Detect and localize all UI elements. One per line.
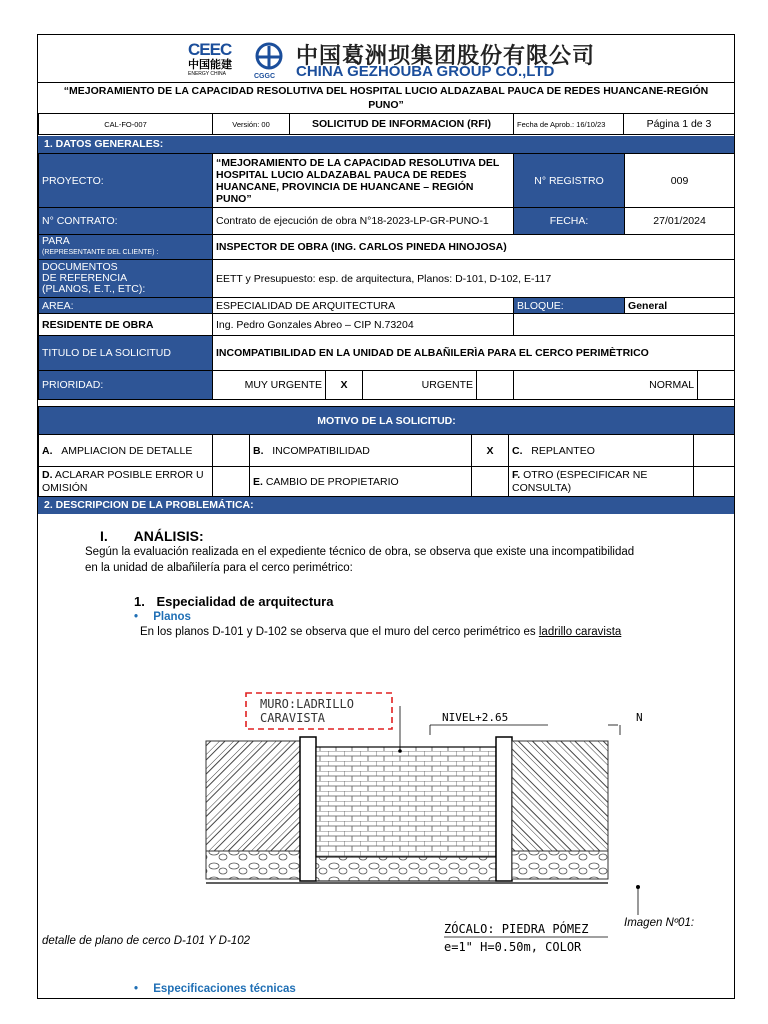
priority-normal-box bbox=[698, 371, 735, 400]
right-hatch-panel bbox=[512, 741, 608, 851]
wall-label-line2: CARAVISTA bbox=[260, 711, 326, 725]
right-stone-base bbox=[512, 851, 608, 879]
logo1-en: ENERGY CHINA bbox=[188, 71, 226, 77]
general-data-table bbox=[38, 153, 735, 400]
logo2-label: CGGC bbox=[254, 73, 275, 80]
prioridad-label: PRIORIDAD: bbox=[39, 371, 213, 400]
motivo-title: MOTIVO DE LA SOLICITUD: bbox=[39, 407, 735, 435]
docs-value: EETT y Presupuesto: esp. de arquitectura, Planos: D-101, D-102, E-117 bbox=[213, 260, 735, 298]
planos-paragraph-text: En los planos D-101 y D-102 se observa que el muro del cerco perimétrico es bbox=[140, 626, 539, 638]
docs-label-1: DOCUMENTOS bbox=[42, 261, 118, 273]
analysis-heading bbox=[100, 528, 204, 544]
area-label: AREA: bbox=[39, 298, 213, 314]
residente-label: RESIDENTE DE OBRA bbox=[39, 314, 213, 336]
proyecto-label: PROYECTO: bbox=[39, 154, 213, 208]
sub-heading-text: Especialidad de arquitectura bbox=[156, 594, 334, 609]
left-stone-base bbox=[206, 851, 300, 879]
analysis-heading-text: ANÁLISIS: bbox=[133, 528, 204, 544]
sub-heading bbox=[134, 594, 333, 610]
motivo-e-box bbox=[472, 467, 509, 497]
letterhead bbox=[38, 35, 734, 83]
approval-date: Fecha de Aprob.: 16/10/23 bbox=[514, 114, 624, 135]
page-number: Página 1 de 3 bbox=[624, 114, 735, 135]
left-hatch-panel bbox=[206, 741, 300, 851]
bloque-value: General bbox=[625, 298, 735, 314]
section-1-header: 1. DATOS GENERALES: bbox=[38, 136, 734, 153]
analysis-paragraph bbox=[85, 544, 715, 576]
priority-urgente: URGENTE bbox=[363, 371, 477, 400]
project-title: “MEJORAMIENTO DE LA CAPACIDAD RESOLUTIVA DEL HOSPITAL LUCIO ALDAZABAL PAUCA DE REDES HUANCANE-REGIÓN PUNO” bbox=[38, 82, 734, 114]
motivo-b bbox=[250, 435, 472, 467]
motivo-f-box bbox=[694, 467, 735, 497]
brick-wall bbox=[316, 747, 496, 857]
priority-muy-urgente-mark: X bbox=[326, 371, 363, 400]
para-label-cell bbox=[39, 235, 213, 260]
left-column bbox=[300, 737, 316, 881]
motivo-d bbox=[39, 467, 213, 497]
right-column bbox=[496, 737, 512, 881]
doc-title: SOLICITUD DE INFORMACION (RFI) bbox=[290, 114, 514, 135]
registro-value: 009 bbox=[625, 154, 735, 208]
motivo-b-text: INCOMPATIBILIDAD bbox=[272, 444, 370, 457]
motivo-a-text: AMPLIACION DE DETALLE bbox=[61, 444, 193, 457]
para-label: PARA bbox=[42, 235, 70, 247]
proyecto-value: “MEJORAMIENTO DE LA CAPACIDAD RESOLUTIVA DEL HOSPITAL LUCIO ALDAZABAL PAUCA DE REDES HUANCANE, PROVINCIA DE HUANCANE – REGIÓN PUNO” bbox=[213, 154, 514, 208]
nivel-label: NIVEL+2.65 bbox=[442, 711, 509, 724]
docs-label-cell bbox=[39, 260, 213, 298]
wall-leader-dot bbox=[398, 749, 402, 753]
fecha-value: 27/01/2024 bbox=[625, 208, 735, 235]
wall-label-line1: MURO:LADRILLO bbox=[260, 697, 354, 711]
zocalo-label-1: ZÓCALO: PIEDRA PÓMEZ bbox=[444, 922, 589, 936]
contrato-label: N° CONTRATO: bbox=[39, 208, 213, 235]
zocalo-label-2: e=1" H=0.50m, COLOR bbox=[444, 940, 582, 954]
motivo-c-letter: C. bbox=[512, 444, 523, 457]
cggc-logo bbox=[252, 41, 290, 79]
company-name-cn: 中国葛洲坝集团股份有限公司 bbox=[296, 43, 596, 68]
residente-value: Ing. Pedro Gonzales Abreo – CIP N.73204 bbox=[213, 314, 514, 336]
motivo-f-text: OTRO (ESPECIFICAR NE CONSULTA) bbox=[512, 468, 648, 494]
figure-caption-right: Imagen Nº01: bbox=[624, 917, 695, 929]
registro-label: N° REGISTRO bbox=[514, 154, 625, 208]
form-code: CAL-FO-007 bbox=[39, 114, 213, 135]
document-page bbox=[37, 34, 735, 999]
energy-china-logo bbox=[188, 41, 240, 79]
motivo-c-text: REPLANTEO bbox=[531, 444, 595, 457]
motivo-d-box bbox=[213, 467, 250, 497]
section-2-header: 2. DESCRIPCION DE LA PROBLEMÁTICA: bbox=[38, 497, 734, 514]
titulo-label: TITULO DE LA SOLICITUD bbox=[39, 336, 213, 371]
priority-normal: NORMAL bbox=[514, 371, 698, 400]
figure-caption-left: detalle de plano de cerco D-101 Y D-102 bbox=[42, 935, 250, 947]
para-sublabel: (REPRESENTANTE DEL CLIENTE) : bbox=[42, 249, 159, 256]
logo1-mark: CEEC bbox=[188, 40, 232, 59]
motivo-b-mark: X bbox=[472, 435, 509, 467]
motivo-e bbox=[250, 467, 472, 497]
motivo-a bbox=[39, 435, 213, 467]
motivo-table bbox=[38, 406, 735, 497]
analysis-p1-line2: en la unidad de albañilería para el cerco perimétrico: bbox=[85, 562, 353, 574]
motivo-f-letter: F. bbox=[512, 468, 521, 481]
bullet-especificaciones bbox=[134, 981, 296, 997]
stone-zocalo bbox=[316, 857, 496, 881]
plan-detail-drawing bbox=[168, 651, 643, 954]
doc-meta-table bbox=[38, 113, 735, 135]
motivo-d-letter: D. bbox=[42, 468, 53, 481]
bloque-label: BLOQUE: bbox=[514, 298, 625, 314]
priority-urgente-box bbox=[477, 371, 514, 400]
analysis-p1-line1: Según la evaluación realizada en el expediente técnico de obra, se observa que existe una incompatibilidad bbox=[85, 546, 635, 558]
motivo-b-letter: B. bbox=[253, 444, 264, 457]
bullet-planos-text: Planos bbox=[153, 611, 191, 623]
area-value: ESPECIALIDAD DE ARQUITECTURA bbox=[213, 298, 514, 314]
planos-paragraph bbox=[140, 624, 720, 640]
para-value: INSPECTOR DE OBRA (ING. CARLOS PINEDA HINOJOSA) bbox=[213, 235, 735, 260]
motivo-c-box bbox=[694, 435, 735, 467]
bullet-especificaciones-text: Especificaciones técnicas bbox=[153, 983, 296, 995]
motivo-a-letter: A. bbox=[42, 444, 53, 457]
residente-empty bbox=[514, 314, 735, 336]
bullet-planos bbox=[134, 609, 191, 625]
company-name-en: CHINA GEZHOUBA GROUP CO.,LTD bbox=[296, 63, 555, 80]
docs-label-3: (PLANOS, E.T., ETC): bbox=[42, 283, 146, 295]
motivo-c bbox=[509, 435, 694, 467]
motivo-d-text: ACLARAR POSIBLE ERROR U OMISIÓN bbox=[42, 468, 204, 494]
motivo-f bbox=[509, 467, 694, 497]
fecha-label: FECHA: bbox=[514, 208, 625, 235]
bullet-dot-icon: • bbox=[134, 983, 139, 995]
sub-heading-num: 1. bbox=[134, 594, 145, 609]
motivo-a-box bbox=[213, 435, 250, 467]
titulo-value: INCOMPATIBILIDAD EN LA UNIDAD DE ALBAÑILERÌA PARA EL CERCO PERIMÈTRICO bbox=[213, 336, 735, 371]
logo1-cn: 中国能建 bbox=[188, 59, 232, 71]
contrato-value: Contrato de ejecución de obra N°18-2023-LP-GR-PUNO-1 bbox=[213, 208, 514, 235]
motivo-e-text: CAMBIO DE PROPIETARIO bbox=[265, 475, 399, 488]
motivo-e-letter: E. bbox=[253, 475, 263, 488]
bullet-dot-icon: • bbox=[134, 611, 139, 623]
analysis-heading-num: I. bbox=[100, 528, 108, 544]
planos-paragraph-underlined: ladrillo caravista bbox=[538, 626, 622, 638]
priority-muy-urgente: MUY URGENTE bbox=[213, 371, 326, 400]
docs-label-2: DE REFERENCIA bbox=[42, 272, 128, 284]
version: Versión: 00 bbox=[213, 114, 290, 135]
nivel-cut-label: N bbox=[636, 711, 643, 724]
